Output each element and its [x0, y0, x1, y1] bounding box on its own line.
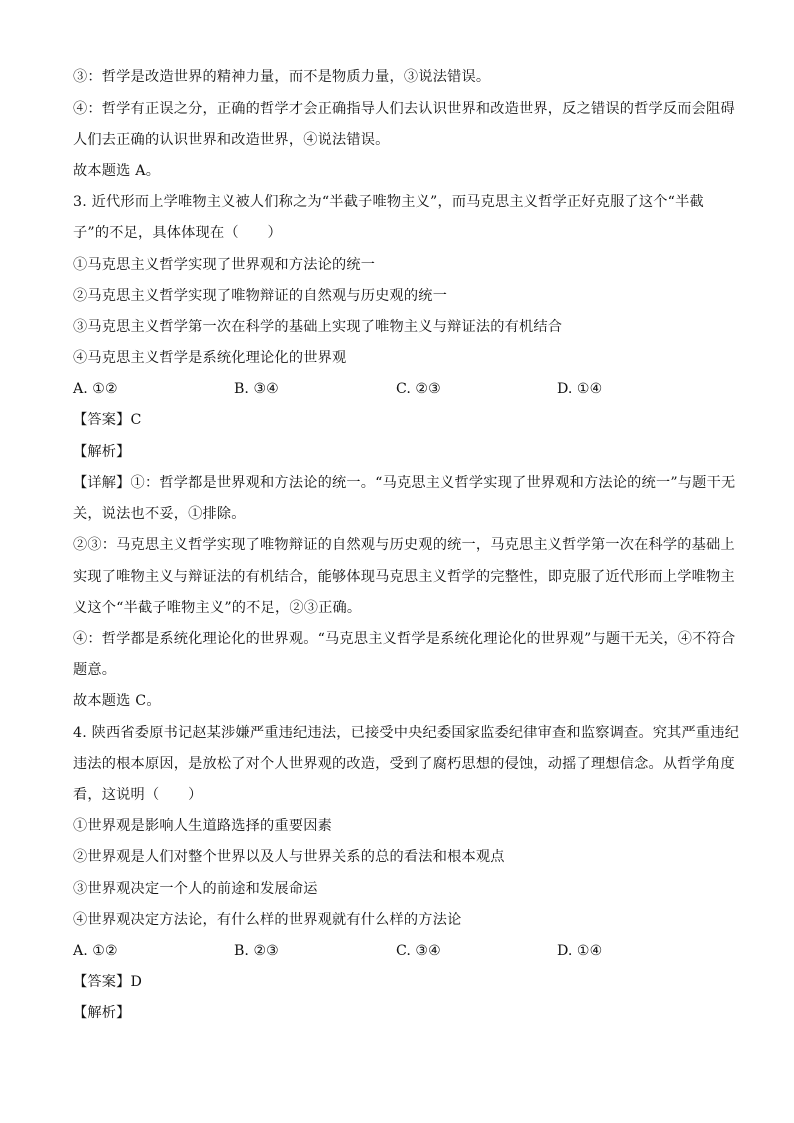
question-4-statement: ④世界观决定方法论，有什么样的世界观就有什么样的方法论 [73, 912, 462, 928]
q3-option-a: A. ①② [73, 381, 118, 397]
q3-answer: 【答案】C [73, 412, 142, 428]
q4-analysis-label: 【解析】 [73, 1005, 131, 1021]
text-line: 故本题选 A。 [73, 163, 161, 179]
question-4-statement: ③世界观决定一个人的前途和发展命运 [73, 881, 318, 897]
q3-detail-line: 题意。 [73, 662, 117, 678]
question-3-statement: ①马克思主义哲学实现了世界观和方法论的统一 [73, 257, 376, 273]
question-3-statement: ④马克思主义哲学是系统化理论化的世界观 [73, 350, 347, 366]
q3-option-d: D. ①④ [557, 381, 603, 397]
q4-option-c: C. ③④ [396, 943, 441, 959]
q3-detail-line: ②③：马克思主义哲学实现了唯物辩证的自然观与历史观的统一，马克思主义哲学第一次在科学的基础上 [73, 537, 735, 553]
text-line: ④：哲学有正误之分，正确的哲学才会正确指导人们去认识世界和改造世界，反之错误的哲学反而会阻碍 [73, 101, 735, 117]
q3-detail-line: 实现了唯物主义与辩证法的有机结合，能够体现马克思主义哲学的完整性，即克服了近代形而上学唯物主 [73, 569, 735, 585]
question-4-stem: 4. 陕西省委原书记赵某涉嫌严重违纪违法，已接受中央纪委国家监委纪律审查和监察调查。究其严重违纪 [73, 725, 740, 741]
question-3-statement: ③马克思主义哲学第一次在科学的基础上实现了唯物主义与辩证法的有机结合 [73, 319, 563, 335]
q4-answer: 【答案】D [73, 974, 143, 990]
question-4-statement: ②世界观是人们对整个世界以及人与世界关系的总的看法和根本观点 [73, 849, 505, 865]
text-line: 人们去正确的认识世界和改造世界，④说法错误。 [73, 132, 390, 148]
text-line: ③：哲学是改造世界的精神力量，而不是物质力量，③说法错误。 [73, 69, 491, 85]
q3-detail-line: 义这个“半截子唯物主义”的不足，②③正确。 [73, 600, 362, 616]
q4-option-a: A. ①② [73, 943, 118, 959]
question-4-stem: 看，这说明（ ） [73, 787, 203, 803]
q3-option-b: B. ③④ [234, 381, 279, 397]
q4-option-b: B. ②③ [234, 943, 279, 959]
question-4-stem: 违法的根本原因，是放松了对个人世界观的改造，受到了腐朽思想的侵蚀，动摇了理想信念。从哲学角度 [73, 756, 735, 772]
question-3-stem: 子”的不足，具体体现在（ ） [73, 225, 282, 241]
q4-option-d: D. ①④ [557, 943, 603, 959]
q3-detail-line: ④：哲学都是系统化理论化的世界观。“马克思主义哲学是系统化理论化的世界观”与题干无关，④不符合 [73, 631, 736, 647]
q3-analysis-label: 【解析】 [73, 444, 131, 460]
q3-detail-line: 故本题选 C。 [73, 693, 161, 709]
q3-option-c: C. ②③ [396, 381, 441, 397]
question-3-statement: ②马克思主义哲学实现了唯物辩证的自然观与历史观的统一 [73, 288, 448, 304]
question-4-statement: ①世界观是影响人生道路选择的重要因素 [73, 818, 332, 834]
q3-detail-line: 关，说法也不妥，①排除。 [73, 506, 246, 522]
question-3-stem: 3. 近代形而上学唯物主义被人们称之为“半截子唯物主义”，而马克思主义哲学正好克服了这个“半截 [73, 194, 704, 210]
q3-detail-line: 【详解】①：哲学都是世界观和方法论的统一。“马克思主义哲学实现了世界观和方法论的统一”与题干无 [73, 475, 736, 491]
